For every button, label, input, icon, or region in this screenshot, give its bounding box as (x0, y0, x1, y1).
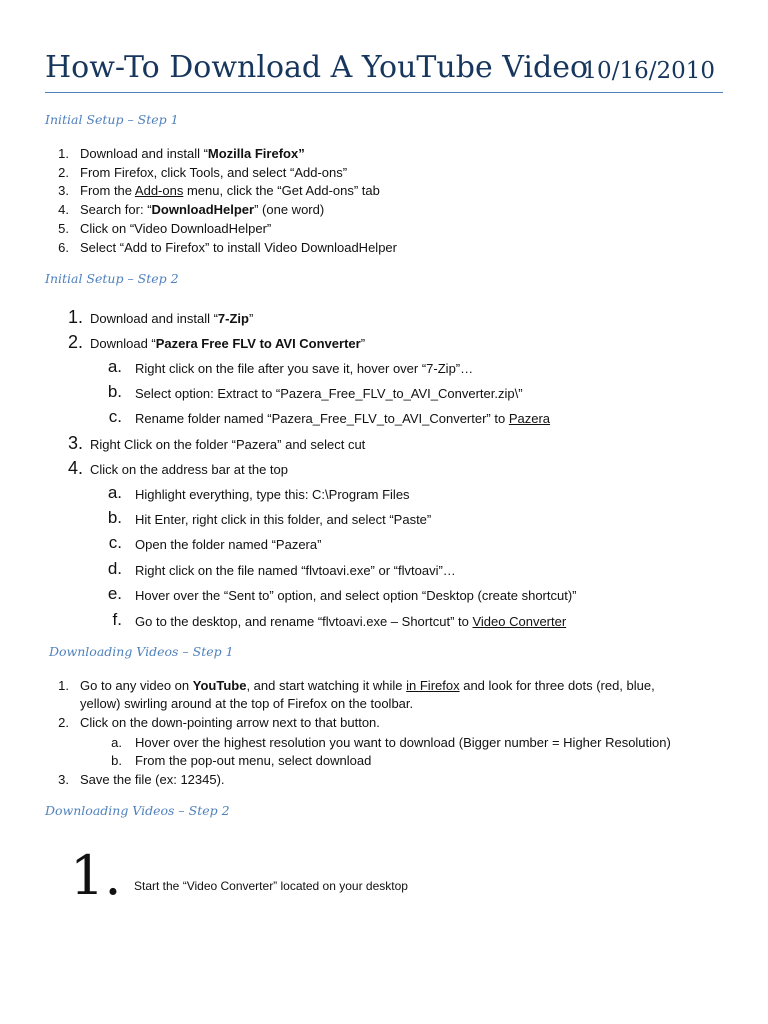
list-item: Start the “Video Converter” located on your desktop (134, 879, 408, 893)
section-heading-downloading-step-1: Downloading Videos – Step 1 (49, 644, 234, 659)
video-converter-link-text: Video Converter (472, 614, 567, 629)
addons-link-text: Add-ons (134, 183, 184, 198)
section-heading-downloading-step-2: Downloading Videos – Step 2 (45, 803, 230, 818)
document-date: 10/16/2010 (582, 58, 715, 84)
document-title-bar (45, 48, 723, 93)
document-title: How-To Download A YouTube Video (45, 50, 589, 85)
pazera-link-text: Pazera (508, 411, 551, 426)
section-heading-setup-step-1: Initial Setup – Step 1 (45, 112, 179, 127)
in-firefox-link-text: in Firefox (406, 678, 460, 693)
section-heading-setup-step-2: Initial Setup – Step 2 (45, 271, 179, 286)
list-item-number: 1. (70, 844, 122, 907)
